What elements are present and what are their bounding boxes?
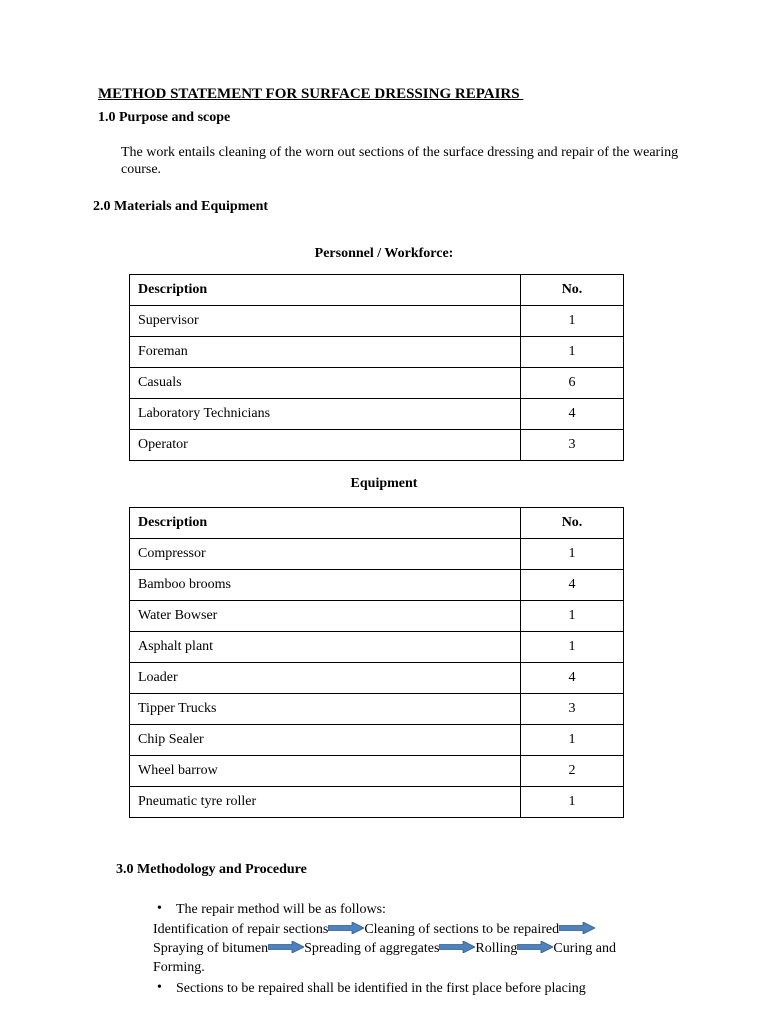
table-row [130, 539, 624, 570]
step-cleaning: Cleaning of sections to be repaired [364, 922, 560, 937]
row-description: Foreman [130, 337, 521, 368]
row-description: Loader [130, 663, 521, 694]
column-header-description: Description [130, 508, 521, 539]
table-header-row [130, 275, 624, 306]
personnel-caption: Personnel / Workforce: [314, 246, 454, 261]
procedure-line-2 [153, 939, 616, 958]
arrow-right-icon [559, 922, 595, 934]
row-description: Pneumatic tyre roller [130, 787, 521, 818]
row-description: Asphalt plant [130, 632, 521, 663]
row-number: 4 [521, 570, 624, 601]
table-header-row [130, 508, 624, 539]
row-description: Wheel barrow [130, 756, 521, 787]
step-identification: Identification of repair sections [153, 922, 329, 937]
row-description: Bamboo brooms [130, 570, 521, 601]
bullet-icon: • [157, 901, 162, 916]
table-row [130, 570, 624, 601]
equipment-caption: Equipment [350, 476, 418, 491]
row-description: Casuals [130, 368, 521, 399]
row-number: 6 [521, 368, 624, 399]
row-number: 1 [521, 725, 624, 756]
table-row [130, 399, 624, 430]
table-row [130, 694, 624, 725]
step-curing: Curing and [553, 941, 617, 956]
row-number: 1 [521, 337, 624, 368]
arrow-right-icon [517, 941, 553, 953]
table-row [130, 337, 624, 368]
row-number: 4 [521, 399, 624, 430]
arrow-right-icon [439, 941, 475, 953]
table-row [130, 756, 624, 787]
bullet-icon: • [157, 980, 162, 995]
row-number: 1 [521, 539, 624, 570]
section-2-heading: 2.0 Materials and Equipment [93, 199, 269, 214]
table-row [130, 787, 624, 818]
arrow-right-icon [328, 922, 364, 934]
column-header-number: No. [521, 508, 624, 539]
table-row [130, 663, 624, 694]
row-description: Laboratory Technicians [130, 399, 521, 430]
procedure-line-1 [153, 920, 595, 939]
step-rolling: Rolling [475, 941, 518, 956]
table-row [130, 632, 624, 663]
section-3-heading: 3.0 Methodology and Procedure [116, 862, 307, 877]
row-number: 2 [521, 756, 624, 787]
row-number: 1 [521, 601, 624, 632]
equipment-table [129, 507, 624, 818]
row-number: 1 [521, 306, 624, 337]
table-row [130, 725, 624, 756]
row-description: Chip Sealer [130, 725, 521, 756]
table-row [130, 601, 624, 632]
row-number: 4 [521, 663, 624, 694]
row-number: 3 [521, 694, 624, 725]
bullet-2-text: Sections to be repaired shall be identified in the first place before placing [176, 981, 586, 996]
procedure-line-3 [153, 958, 205, 977]
table-row [130, 430, 624, 461]
step-spreading: Spreading of aggregates [304, 941, 440, 956]
table-row [130, 368, 624, 399]
column-header-description: Description [130, 275, 521, 306]
arrow-right-icon [268, 941, 304, 953]
row-description: Operator [130, 430, 521, 461]
column-header-number: No. [521, 275, 624, 306]
step-forming: Forming. [153, 960, 205, 975]
row-number: 1 [521, 632, 624, 663]
step-spraying: Spraying of bitumen [153, 941, 269, 956]
row-description: Tipper Trucks [130, 694, 521, 725]
row-description: Water Bowser [130, 601, 521, 632]
row-number: 3 [521, 430, 624, 461]
row-description: Compressor [130, 539, 521, 570]
row-description: Supervisor [130, 306, 521, 337]
row-number: 1 [521, 787, 624, 818]
bullet-1-text: The repair method will be as follows: [176, 902, 386, 917]
table-row [130, 306, 624, 337]
section-1-text: The work entails cleaning of the worn out sections of the surface dressing and repair of the wearing course. [121, 145, 679, 177]
section-1-heading: 1.0 Purpose and scope [98, 110, 231, 125]
personnel-table [129, 274, 624, 461]
document-title: METHOD STATEMENT FOR SURFACE DRESSING REPAIRS [98, 86, 524, 102]
